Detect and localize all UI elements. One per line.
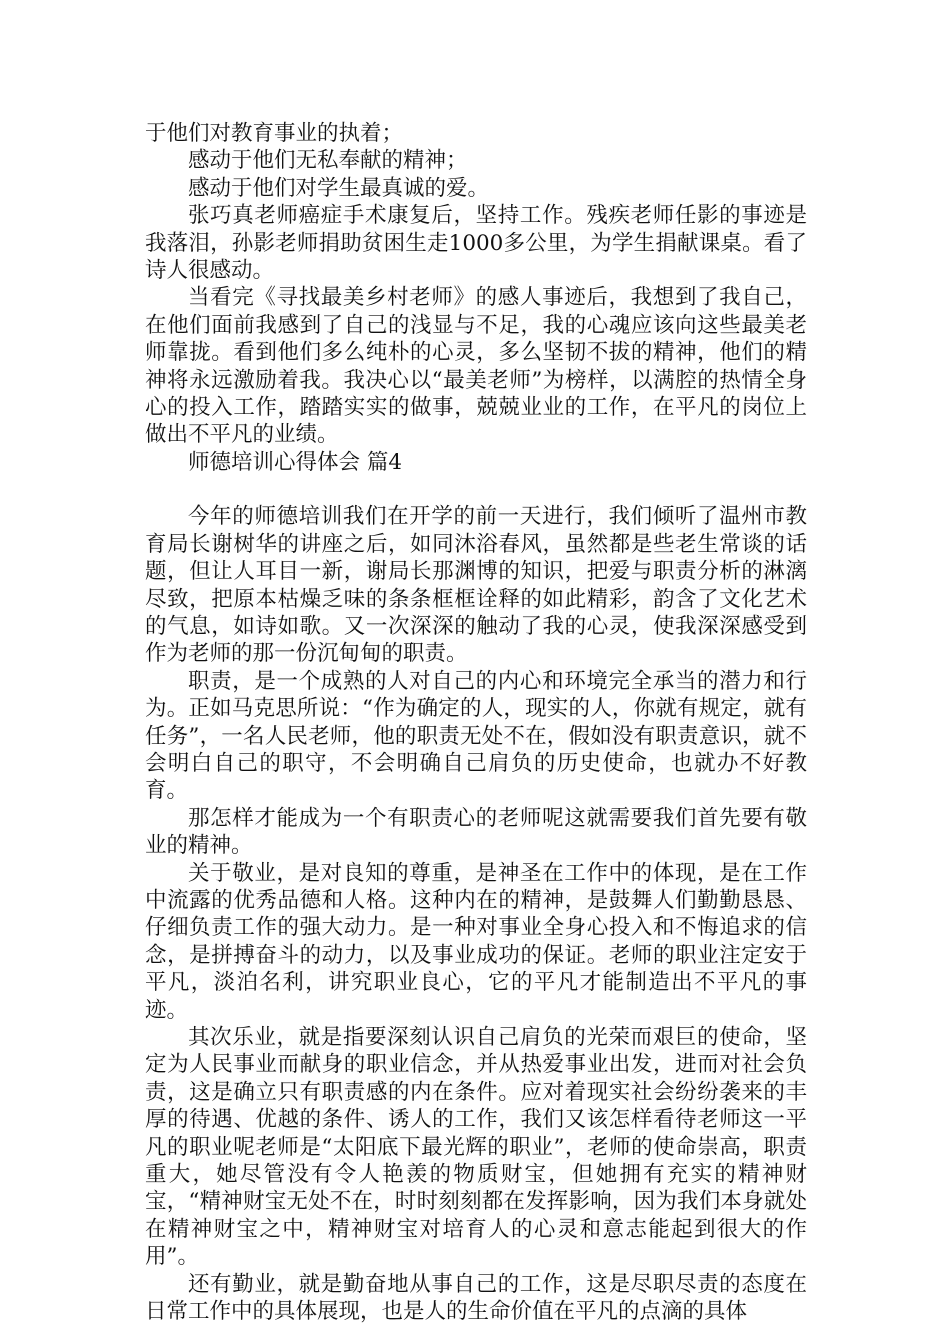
paragraph: 其次乐业，就是指要深刻认识自己肩负的光荣而艰巨的使命，坚定为人民事业而献身的职业信念，并从热爱事业出发，进而对社会负责，这是确立只有职责感的内在条件。应对着现实社会纷纷袭来的丰厚的待遇、优越的条件、诱人的工作，我们又该怎样看待老师这一平凡的职业呢老师是“太阳底下最光辉的职业”，老师的使命崇高，职责重大，她尽管没有令人艳羡的物质财宝，但她拥有充实的精神财宝，“精神财宝无处不在，时时刻刻都在发挥影响，因为我们本身就处在精神财宝之中，精神财宝对培育人的心灵和意志能起到很大的作用”。 [145, 1025, 807, 1270]
document-body [145, 120, 807, 1325]
paragraph: 关于敬业，是对良知的尊重，是神圣在工作中的体现，是在工作中流露的优秀品德和人格。这种内在的精神，是鼓舞人们勤勤恳恳、仔细负责工作的强大动力。是一种对事业全身心投入和不悔追求的信念，是拼搏奋斗的动力，以及事业成功的保证。老师的职业注定安于平凡，淡泊名利，讲究职业良心，它的平凡才能制造出不平凡的事迹。 [145, 860, 807, 1023]
paragraph: 当看完《寻找最美乡村老师》的感人事迹后，我想到了我自己，在他们面前我感到了自己的浅显与不足，我的心魂应该向这些最美老师靠拢。看到他们多么纯朴的心灵，多么坚韧不拔的精神，他们的精神将永远激励着我。我决心以“最美老师”为榜样，以满腔的热情全身心的投入工作，踏踏实实的做事，兢兢业业的工作，在平凡的岗位上做出不平凡的业绩。 [145, 285, 807, 448]
section-heading: 师德培训心得体会 篇4 [188, 449, 403, 475]
paragraph: 感动于他们对学生最真诚的爱。 [188, 175, 490, 201]
paragraph: 今年的师德培训我们在开学的前一天进行，我们倾听了温州市教育局长谢树华的讲座之后，如同沐浴春风，虽然都是些老生常谈的话题，但让人耳目一新，谢局长那渊博的知识，把爱与职责分析的淋漓尽致，把原本枯燥乏味的条条框框诠释的如此精彩，韵含了文化艺术的气息，如诗如歌。又一次深深的触动了我的心灵，使我深深感受到作为老师的那一份沉甸甸的职责。 [145, 504, 807, 667]
paragraph: 职责，是一个成熟的人对自己的内心和环境完全承当的潜力和行为。正如马克思所说：“作为确定的人，现实的人，你就有规定，就有任务”，一名人民老师，他的职责无处不在，假如没有职责意识，就不会明白自己的职守，不会明确自己肩负的历史使命，也就办不好教育。 [145, 668, 807, 804]
paragraph: 于他们对教育事业的执着； [145, 121, 404, 146]
paragraph: 还有勤业，就是勤奋地从事自己的工作，这是尽职尽责的态度在日常工作中的具体展现，也是人的生命价值在平凡的点滴的具体 [145, 1271, 807, 1325]
paragraph: 张巧真老师癌症手术康复后，坚持工作。残疾老师任影的事迹是我落泪，孙影老师捐助贫困生走1000多公里，为学生捐献课桌。看了诗人很感动。 [145, 203, 807, 284]
paragraph: 感动于他们无私奉献的精神； [188, 148, 468, 174]
paragraph: 那怎样才能成为一个有职责心的老师呢这就需要我们首先要有敬业的精神。 [145, 805, 807, 859]
